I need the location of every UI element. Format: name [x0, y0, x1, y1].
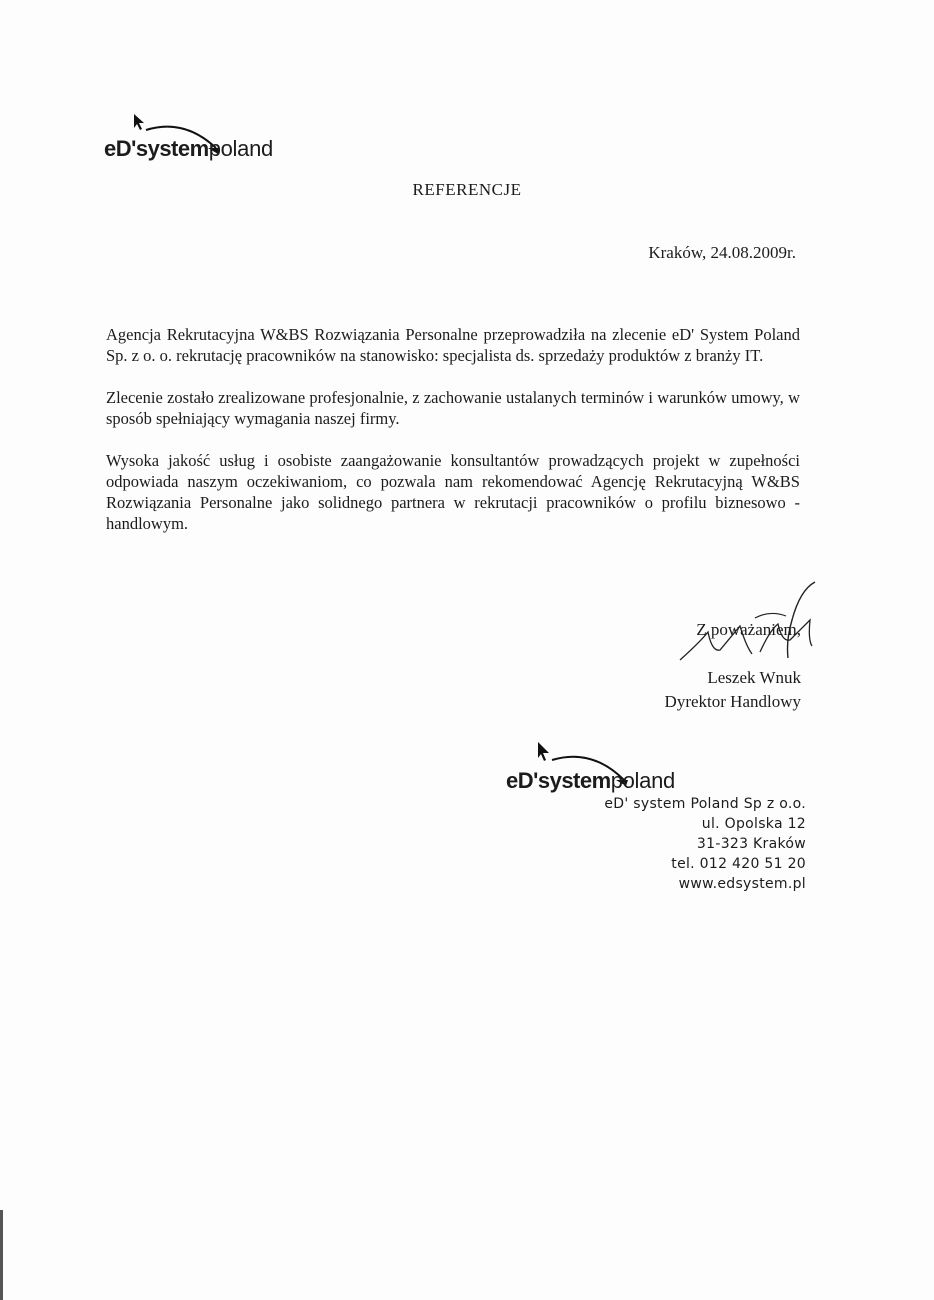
address-company: eD' system Poland Sp z o.o. [604, 796, 806, 812]
company-logo-bottom [506, 738, 696, 800]
document-date: Kraków, 24.08.2009r. [648, 243, 796, 262]
paragraph-3: Wysoka jakość usług i osobiste zaangażowanie konsultantów prowadzących projekt w zupełności odpowiada naszym oczekiwaniom, co pozwala nam rekomendować Agencję Rekrutacyjną W&BS Rozwiązania Personalne jako solidnego partnera w rekrutacji pracowników o profilu biznesowo - handlowym. [106, 451, 800, 533]
logo-text: eD'systempoland [506, 768, 675, 793]
signer-name: Leszek Wnuk [707, 668, 801, 687]
closing-text: Z poważaniem, [696, 620, 801, 639]
logo-text: eD'systempoland [104, 136, 273, 161]
document-title: REFERENCJE [412, 180, 522, 199]
signature-block [665, 618, 801, 714]
address-city: 31-323 Kraków [696, 836, 806, 852]
address-street: ul. Opolska 12 [701, 816, 806, 832]
paragraph-2: Zlecenie zostało zrealizowane profesjonalnie, z zachowanie ustalanych terminów i warunków umowy, w sposób spełniający wymagania naszej firmy. [106, 388, 800, 428]
company-address [604, 794, 806, 894]
address-phone: tel. 012 420 51 20 [671, 856, 806, 872]
paragraph-1: Agencja Rekrutacyjna W&BS Rozwiązania Personalne przeprowadziła na zlecenie eD' System Poland Sp. z o. o. rekrutację pracowników na stanowisko: specjalista ds. sprzedaży produktów z branży IT. [106, 325, 800, 365]
letter-body [106, 324, 800, 555]
address-web: www.edsystem.pl [678, 876, 806, 892]
company-logo-top [104, 108, 284, 168]
signer-role: Dyrektor Handlowy [664, 692, 801, 711]
scan-edge-mark [0, 1210, 3, 1300]
